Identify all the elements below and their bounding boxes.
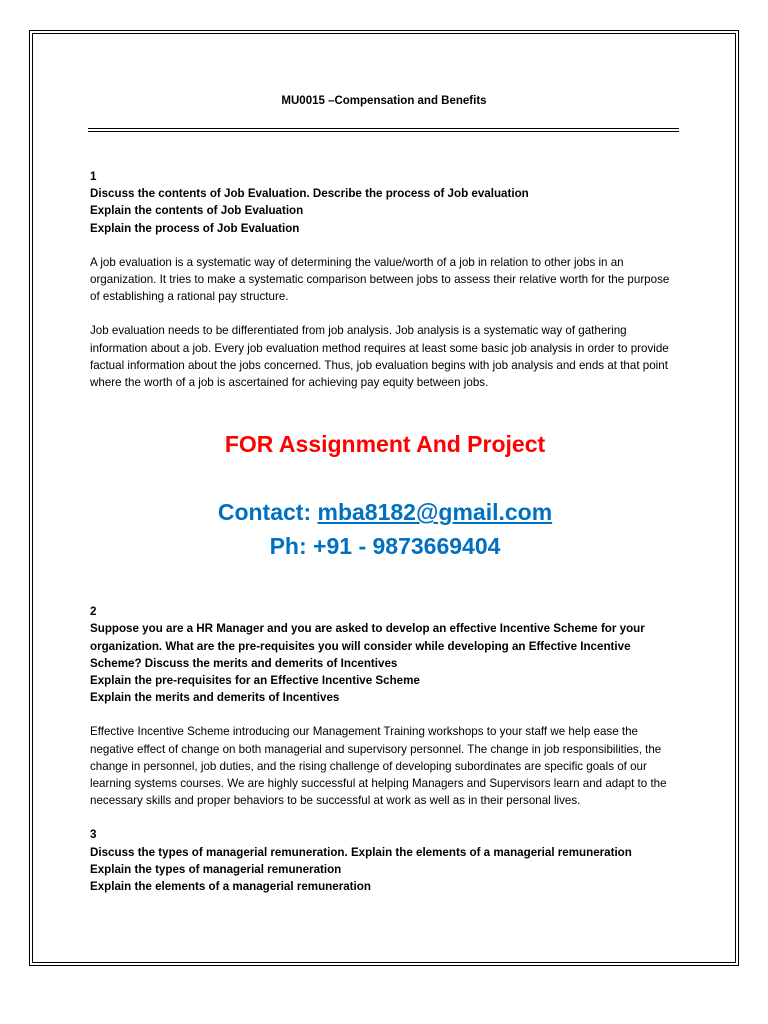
sub-question: Explain the elements of a managerial remuneration xyxy=(90,880,371,894)
contact-label: Contact: xyxy=(217,499,318,526)
document-body xyxy=(90,168,680,895)
sub-question: Explain the process of Job Evaluation xyxy=(90,221,300,235)
question-2 xyxy=(90,603,680,809)
question-1 xyxy=(90,168,680,391)
question-number: 1 xyxy=(90,170,97,183)
sub-question: Explain the types of managerial remuneration xyxy=(90,862,342,876)
promo-headline: FOR Assignment And Project xyxy=(224,431,546,458)
question-number: 2 xyxy=(90,605,97,619)
email-link[interactable]: mba8182@gmail.com xyxy=(317,499,553,526)
question-3 xyxy=(90,809,680,895)
phone-line: Ph: +91 - 9873669404 xyxy=(269,533,501,560)
question-text: Discuss the contents of Job Evaluation. Describe the process of Job evaluation xyxy=(90,187,529,201)
title-rule-bottom xyxy=(88,131,679,132)
sub-question: Explain the contents of Job Evaluation xyxy=(90,204,304,218)
contact-line xyxy=(90,495,680,529)
answer-paragraph: Effective Incentive Scheme introducing our Management Training workshops to your staff we help ease the negative effect of change on both managerial and supervisory personnel. The change in job responsibilities, the change in personnel, job duties, and the rising challenge of developing subordinates are specific goals of our learning systems courses. We are highly successful at helping Managers and Supervisors learn and adapt to the necessary skills and proper behaviors to be successful at work as well as in their personal lives. xyxy=(90,725,667,808)
sub-question: Explain the pre-requisites for an Effective Incentive Scheme xyxy=(90,674,420,688)
promo-block xyxy=(90,427,680,563)
question-text: Suppose you are a HR Manager and you are asked to develop an effective Incentive Scheme for your organization. What are the pre-requisites you will consider while developing an Effective Incentive Scheme? Discuss the merits and demerits of Incentives xyxy=(90,622,645,670)
answer-paragraph: A job evaluation is a systematic way of determining the value/worth of a job in relation to other jobs in an organization. It tries to make a systematic comparison between jobs to assess their relative worth for the purpose of establishing a rational pay structure. xyxy=(90,255,670,304)
title-rule-top xyxy=(88,128,679,129)
question-text: Discuss the types of managerial remuneration. Explain the elements of a managerial remuneration xyxy=(90,845,632,859)
answer-paragraph: Job evaluation needs to be differentiated from job analysis. Job analysis is a systematic way of gathering information about a job. Every job evaluation method requires at least some basic job analysis in order to provide factual information about the jobs concerned. Thus, job evaluation begins with job analysis and ends at that point where the worth of a job is ascertained for achieving pay equity between jobs. xyxy=(90,324,669,390)
sub-question: Explain the merits and demerits of Incentives xyxy=(90,691,340,705)
question-number: 3 xyxy=(90,828,97,842)
page-title: MU0015 –Compensation and Benefits xyxy=(281,95,487,107)
